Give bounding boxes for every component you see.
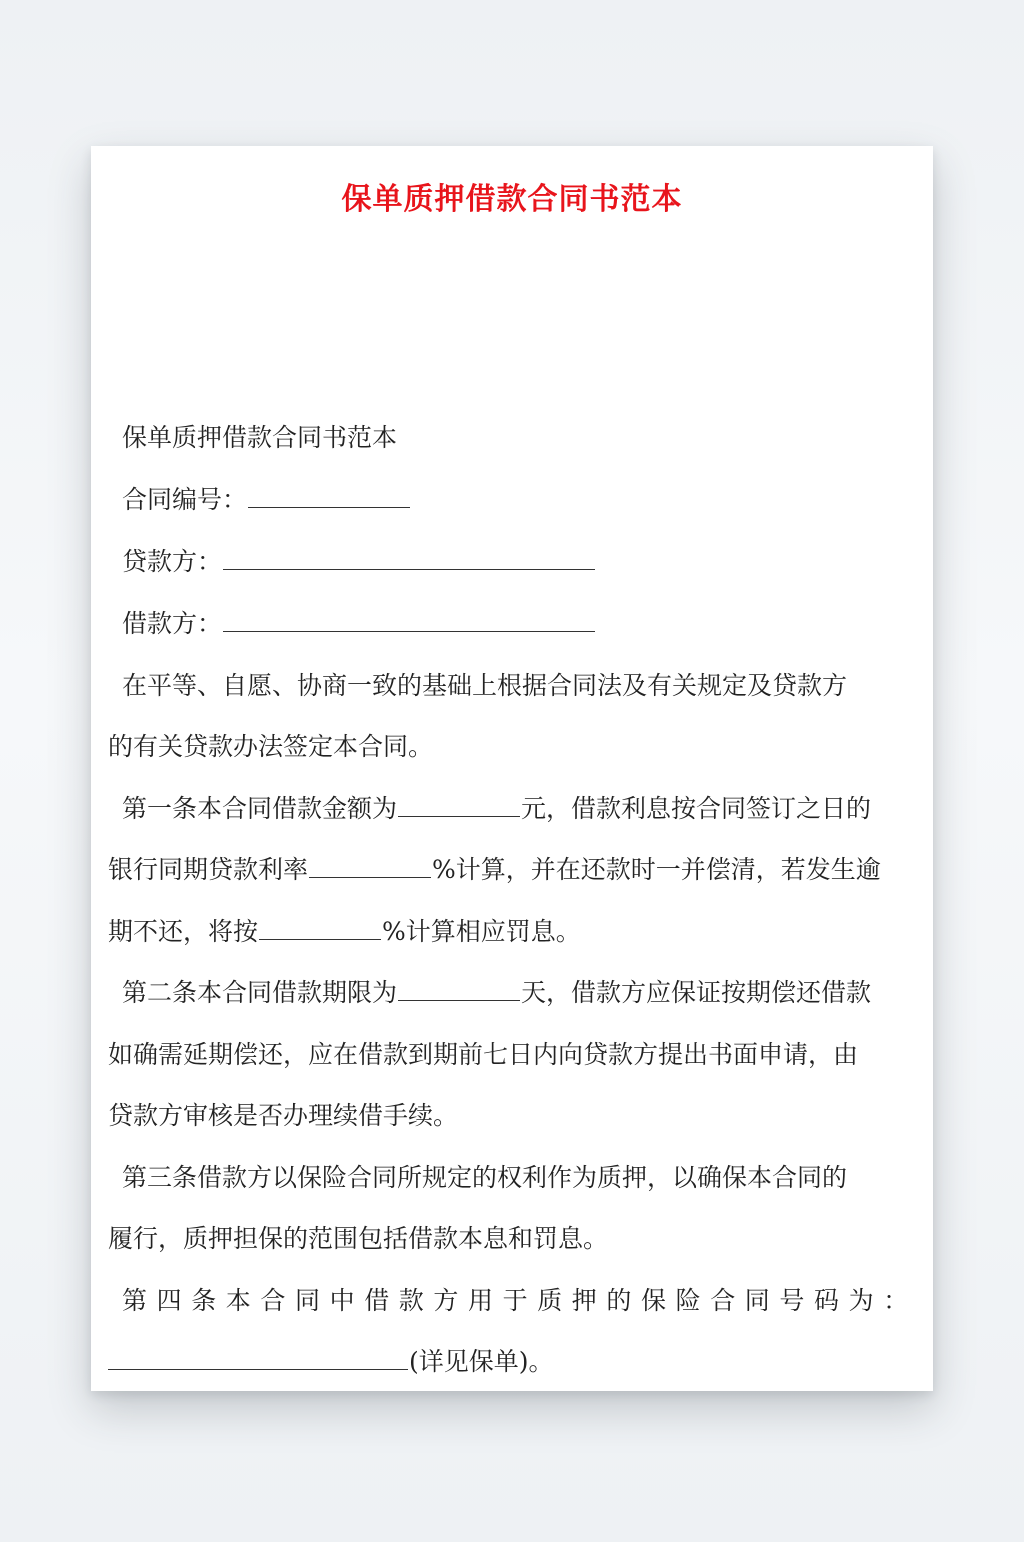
- article1-text-d: %计算，并在还款时一并偿清，若发生逾: [432, 855, 881, 884]
- article1-text-e: 期不还，将按: [108, 917, 259, 946]
- lender-blank: [223, 543, 595, 570]
- lender-label: 贷款方：: [122, 547, 223, 576]
- article1-line-1: [122, 789, 933, 829]
- article1-text-b: 元，借款利息按合同签订之日的: [521, 794, 872, 823]
- lender-line: [122, 542, 933, 582]
- article1-text-a: 第一条本合同借款金额为: [122, 794, 398, 823]
- contract-number-blank: [248, 481, 410, 508]
- loan-term-blank: [398, 974, 520, 1001]
- article4-text-b: (详见保单)。: [409, 1347, 554, 1376]
- document-subtitle: 保单质押借款合同书范本: [122, 423, 398, 452]
- article1-text-f: %计算相应罚息。: [382, 917, 581, 946]
- article3-line-2: 履行，质押担保的范围包括借款本息和罚息。: [108, 1224, 609, 1253]
- preamble-line-1: 在平等、自愿、协商一致的基础上根据合同法及有关规定及贷款方: [122, 671, 848, 700]
- penalty-rate-blank: [259, 913, 381, 940]
- article2-line-1: [122, 973, 933, 1013]
- article2-line-2: 如确需延期偿还，应在借款到期前七日内向贷款方提出书面申请，由: [108, 1040, 859, 1069]
- loan-amount-blank: [398, 790, 520, 817]
- borrower-blank: [223, 605, 595, 632]
- document-title: 保单质押借款合同书范本: [341, 182, 683, 217]
- article1-text-c: 银行同期贷款利率: [108, 855, 309, 884]
- article4-line-2: [108, 1342, 933, 1382]
- preamble-line-2: 的有关贷款办法签定本合同。: [108, 732, 434, 761]
- article4-line-1: 第四条本合同中借款方用于质押的保险合同号码为：: [122, 1286, 918, 1315]
- borrower-line: [122, 604, 933, 644]
- contract-number-label: 合同编号：: [122, 485, 248, 514]
- article2-line-3: 贷款方审核是否办理续借手续。: [108, 1101, 459, 1130]
- document-page: [91, 146, 933, 1391]
- article2-text-b: 天，借款方应保证按期偿还借款: [521, 978, 872, 1007]
- article3-line-1: 第三条借款方以保险合同所规定的权利作为质押，以确保本合同的: [122, 1163, 848, 1192]
- policy-number-blank: [108, 1343, 408, 1370]
- article2-text-a: 第二条本合同借款期限为: [122, 978, 398, 1007]
- article1-line-3: [108, 912, 933, 952]
- article1-line-2: [108, 850, 933, 890]
- interest-rate-blank: [309, 851, 431, 878]
- borrower-label: 借款方：: [122, 609, 223, 638]
- contract-number-line: [122, 480, 933, 520]
